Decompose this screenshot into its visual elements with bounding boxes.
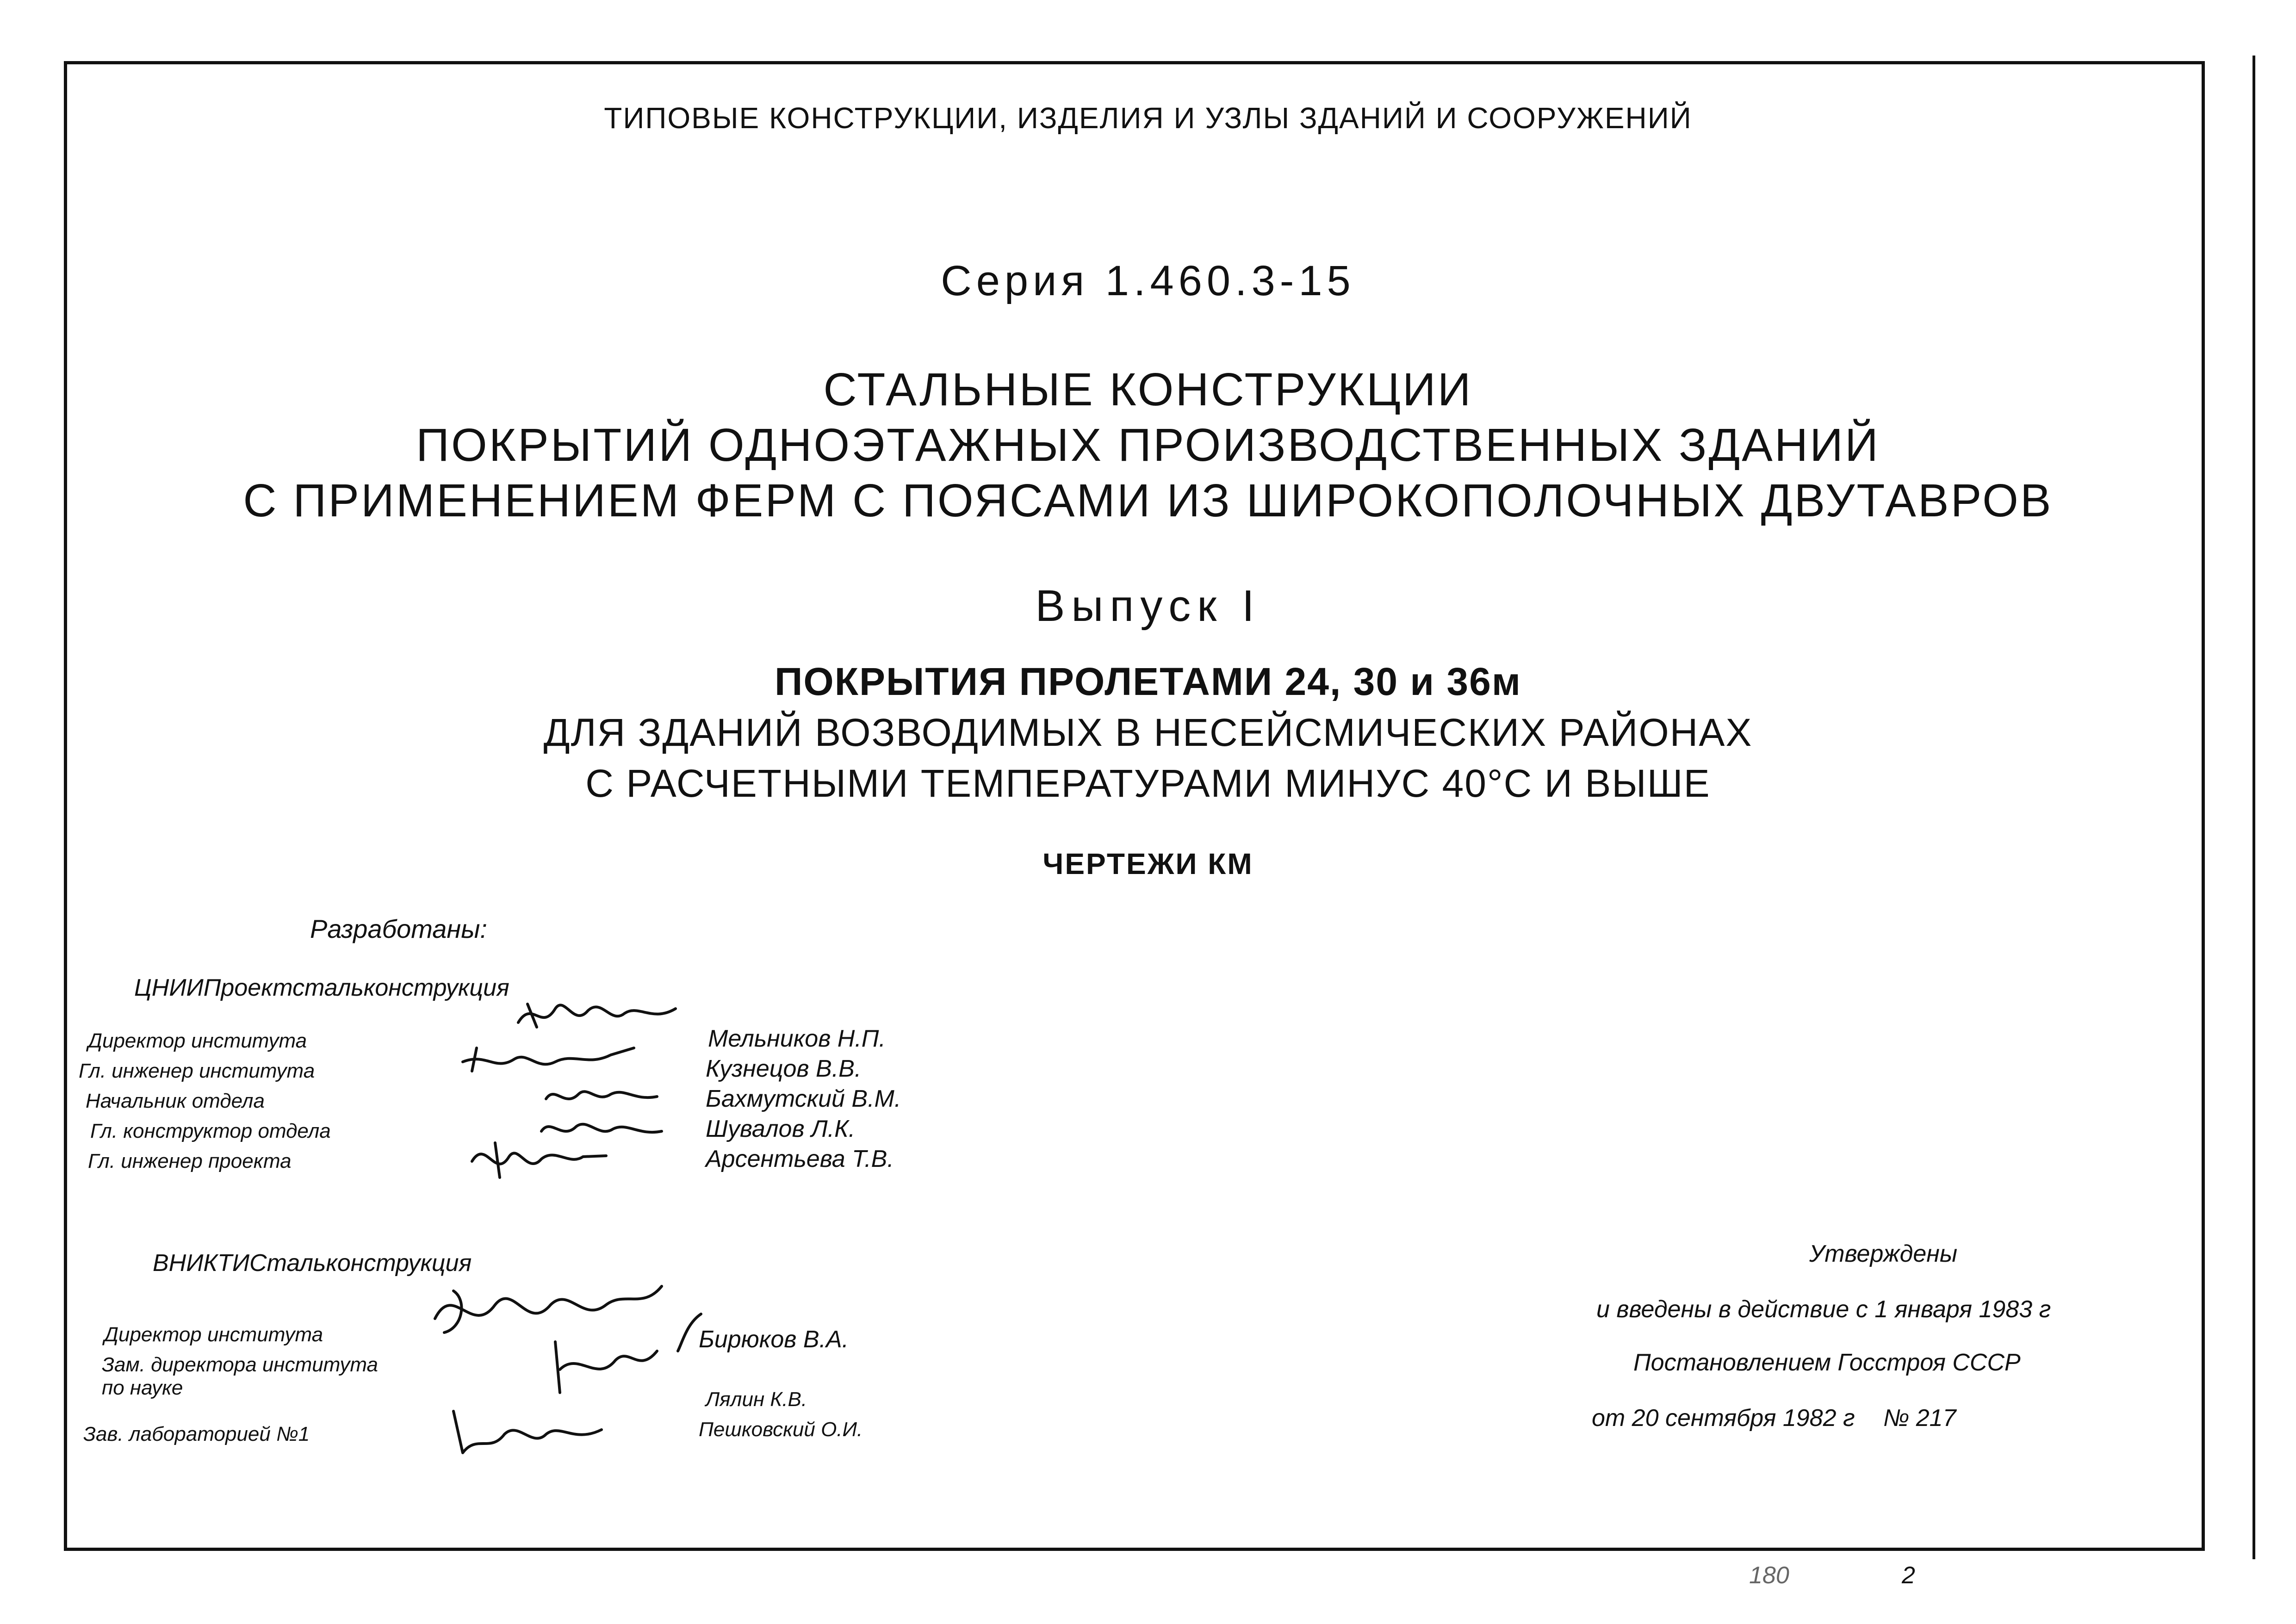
org1-role-5: Гл. инженер проекта	[88, 1150, 292, 1172]
title-line-2: ПОКРЫТИЙ ОДНОЭТАЖНЫХ ПРОИЗВОДСТВЕННЫХ ЗДАНИЙ	[416, 419, 1880, 471]
org1-name-4: Шувалов Л.К.	[706, 1116, 856, 1142]
issue-line-1: ПОКРЫТИЯ ПРОЛЕТАМИ 24, 30 и 36м	[775, 660, 1521, 703]
org2-role-2: Зам. директора института	[102, 1353, 379, 1376]
org2-name-3: Пешковский О.И.	[699, 1418, 863, 1441]
org1-role-3: Начальник отдела	[86, 1090, 265, 1112]
signature-2	[458, 1039, 643, 1080]
org1-role-4: Гл. конструктор отдела	[90, 1120, 331, 1142]
org2-name: ВНИКТИСтальконструкция	[153, 1250, 472, 1277]
approval-line-1: Утверждены	[1809, 1240, 1958, 1267]
title-line-3: С ПРИМЕНЕНИЕМ ФЕРМ С ПОЯСАМИ ИЗ ШИРОКОПОЛОЧНЫХ ДВУТАВРОВ	[243, 475, 2053, 527]
page-number: 2	[1902, 1562, 1915, 1589]
signature-5	[467, 1134, 611, 1184]
org1-role-1: Директор института	[88, 1029, 307, 1052]
signature-7	[541, 1333, 662, 1402]
approval-number: № 217	[1883, 1405, 1956, 1432]
issue-line-2: ДЛЯ ЗДАНИЙ ВОЗВОДИМЫХ В НЕСЕЙСМИЧЕСКИХ РАЙОНАХ	[543, 711, 1753, 754]
approval-line-2: и введены в действие с 1 января 1983 г	[1596, 1296, 2051, 1323]
org1-name-2: Кузнецов В.В.	[706, 1055, 862, 1082]
org1-role-2: Гл. инженер института	[79, 1060, 315, 1082]
issue-label: Выпуск I	[1035, 581, 1261, 631]
org2-role-3: по науке	[102, 1376, 183, 1399]
org1-name: ЦНИИПроектстальконструкция	[134, 974, 509, 1001]
developed-heading: Разработаны:	[310, 914, 487, 943]
approval-line-3: Постановлением Госстроя СССР	[1633, 1349, 2021, 1376]
header-top-line: ТИПОВЫЕ КОНСТРУКЦИИ, ИЗДЕЛИЯ И УЗЛЫ ЗДАНИЙ И СООРУЖЕНИЙ	[604, 101, 1692, 135]
org2-role-1: Директор института	[104, 1323, 323, 1346]
org1-name-3: Бахмутский В.М.	[706, 1085, 901, 1112]
approval-line-4: от 20 сентября 1982 г	[1592, 1405, 1855, 1432]
title-line-1: СТАЛЬНЫЕ КОНСТРУКЦИИ	[823, 364, 1473, 415]
signature-3	[541, 1076, 662, 1113]
signature-8	[444, 1402, 611, 1462]
org2-name-1: Бирюков В.А.	[699, 1326, 849, 1353]
sheet-code: 180	[1749, 1562, 1789, 1589]
drawings-label: ЧЕРТЕЖИ КМ	[1043, 847, 1253, 880]
org1-name-5: Арсентьева Т.В.	[706, 1146, 894, 1172]
series-label: Серия 1.460.3-15	[941, 257, 1355, 304]
issue-line-3: С РАСЧЕТНЫМИ ТЕМПЕРАТУРАМИ МИНУС 40°С И ВЫШЕ	[585, 762, 1711, 805]
signature-1	[514, 990, 680, 1041]
org2-role-4: Зав. лабораторией №1	[83, 1423, 310, 1445]
org1-name-1: Мельников Н.П.	[708, 1025, 886, 1052]
org2-name-2: Лялин К.В.	[706, 1388, 807, 1411]
